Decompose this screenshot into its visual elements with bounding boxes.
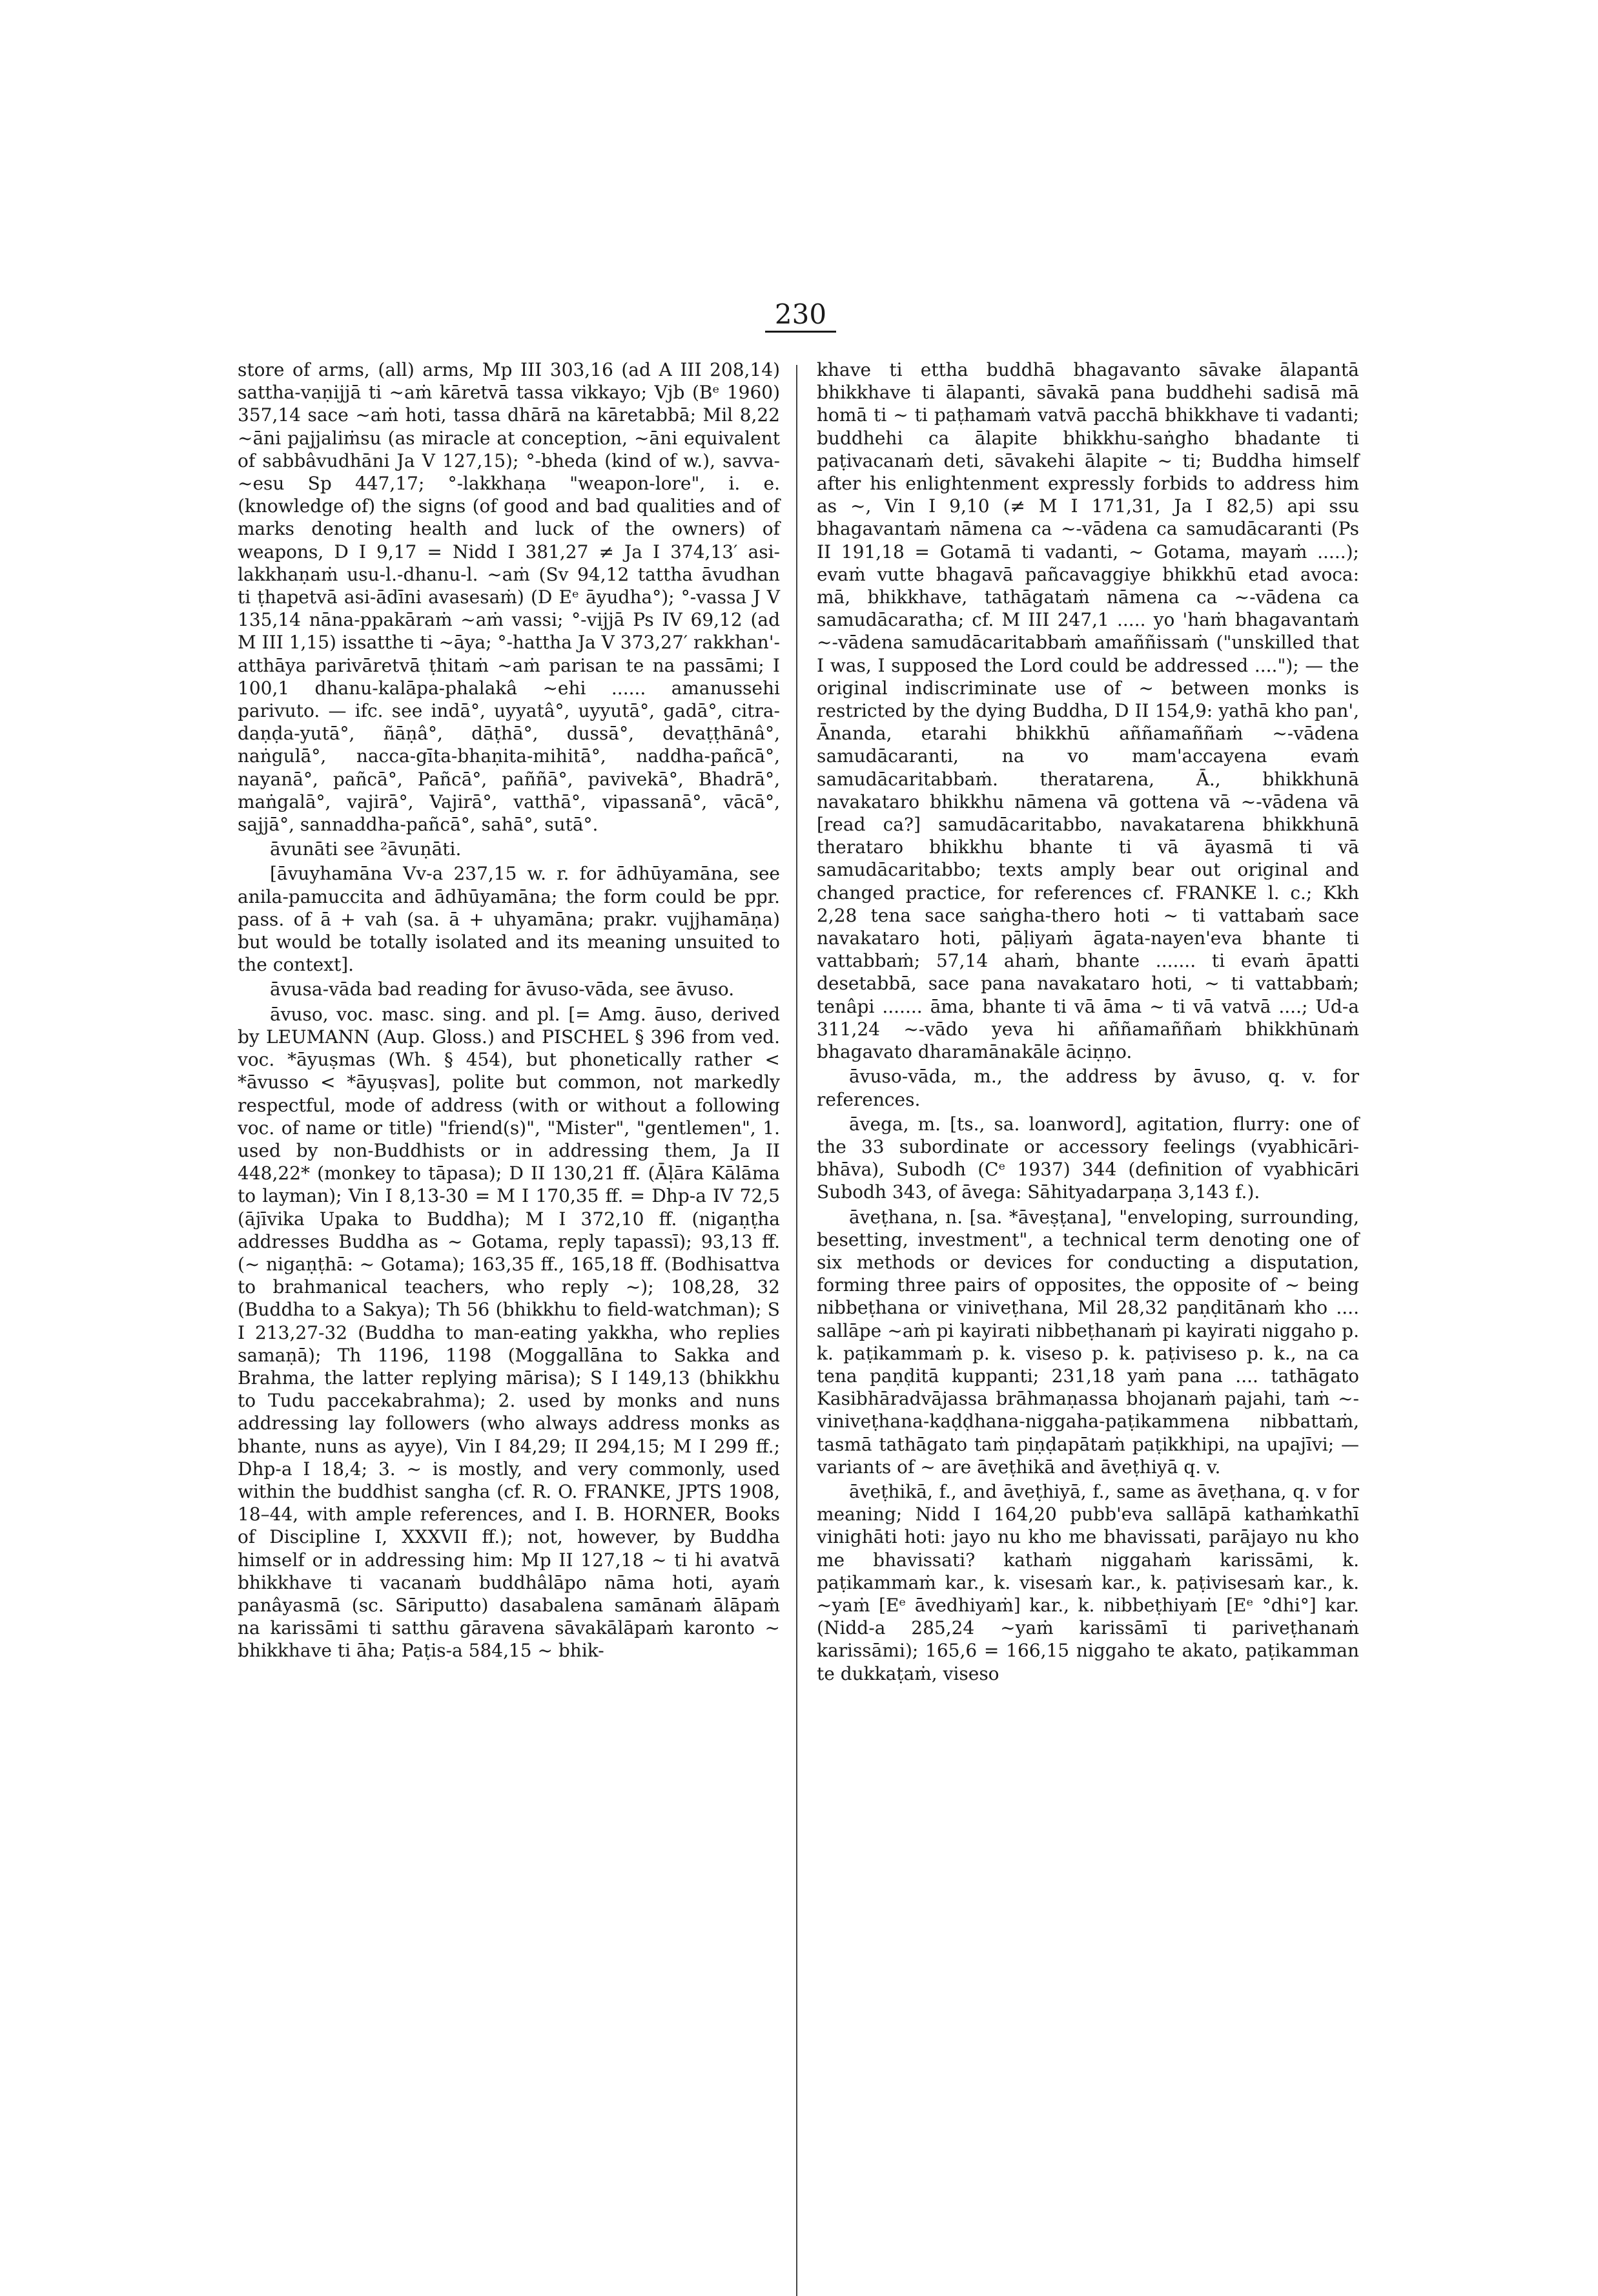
dictionary-entry: āvuso, voc. masc. sing. and pl. [= Amg. āuso, derived by LEUMANN (Aup. Gloss.) and PISCHEL § 396 from ved. voc. *āyuṣmas (Wh. § 454), but phonetically rather < *āvusso < *āyuṣvas], polite but common, not markedly respectful, mode of address (with or without a following voc. of name or title) "friend(s)", "Mister", "gentlemen", 1. used by non-Buddhists or in addressing them, Ja II 448,22* (monkey to tāpasa); D II 130,21 ff. (Āḷāra Kālāma to layman); Vin I 8,13-30 = M I 170,35 ff. = Dhp-a IV 72,5 (ājīvika Upaka to Buddha); M I 372,10 ff. (nigaṇṭha addresses Buddha as ~ Gotama, reply tapassī); 93,13 ff. (~ nigaṇṭhā: ~ Gotama); 163,35 ff., 165,18 ff. (Bodhisattva to brahmanical teachers, who reply ~); 108,28, 32 (Buddha to a Sakya); Th 56 (bhikkhu to field-watchman); S I 213,27-32 (Buddha to man-eating yakkha, who replies samaṇā); Th 1196, 1198 (Moggallāna to Sakka and Brahma, the latter replying mārisa); S I 149,13 (bhikkhu to Tudu paccekabrahma); 2. used by monks and nuns addressing lay followers (who always address monks as bhante, nuns as ayye), Vin I 84,29; II 294,15; M I 299 ff.; Dhp-a I 18,4; 3. ~ is mostly, and very commonly, used within the buddhist sangha (cf. R. O. FRANKE, JPTS 1908, 18–44, with ample references, and I. B. HORNER, Books of Discipline I, XXXVII ff.); not, however, by Buddha himself or in addressing him: Mp II 127,18 ~ ti hi avatvā bhikkhave ti vacanaṁ buddhâlāpo nāma hoti, ayaṁ panâyasmā (sc. Sāriputto) dasabalena samānaṁ ālāpaṁ na karissāmi ti satthu gāravena sāvakālāpaṁ karonto ~ bhikkhave ti āha; Paṭis-a 584,15 ~ bhik- bbox=[238, 1003, 780, 1662]
dictionary-entry: [āvuyhamāna Vv-a 237,15 w. r. for ādhūyamāna, see anila-pamuccita and ādhūyamāna; the form could be ppr. pass. of ā + vah (sa. ā + uhyamāna; prakr. vujjhamāṇa) but would be totally isolated and its meaning unsuited to the context]. bbox=[238, 863, 780, 976]
dictionary-entry: āvuso-vāda, m., the address by āvuso, q. v. for references. bbox=[817, 1066, 1359, 1110]
dictionary-entry: āvega, m. [ts., sa. loanword], agitation, flurry: one of the 33 subordinate or accessory feelings (vyabhicāri-bhāva), Subodh (Cᵉ 1937) 344 (definition of vyabhicāri Subodh 343, of āvega: Sāhityadarpaṇa 3,143 f.). bbox=[817, 1113, 1359, 1203]
right-column bbox=[817, 358, 1359, 1685]
dictionary-entry: āvunāti see ²āvuṇāti. bbox=[270, 838, 462, 860]
dictionary-entry: store of arms, (all) arms, Mp III 303,16 (ad A III 208,14) sattha-vaṇijjā ti ~aṁ kāretvā tassa vikkayo; Vjb (Bᵉ 1960) 357,14 sace ~aṁ hoti, tassa dhārā na kāretabbā; Mil 8,22 ~āni pajjaliṁsu (as miracle at conception, ~āni equivalent of sabbâvudhāni Ja V 127,15); °-bheda (kind of w.), savva-~esu Sp 447,17; °-lakkhaṇa "weapon-lore", i. e. (knowledge of) the signs (of good and bad qualities and of marks denoting health and luck of the owners) of weapons, D I 9,17 = Nidd I 381,27 ≠ Ja I 374,13′ asi-lakkhaṇaṁ usu-l.-dhanu-l. ~aṁ (Sv 94,12 tattha āvudhan ti ṭhapetvā asi-ādīni avasesaṁ) (D Eᵉ āyudha°); °-vassa J V 135,14 nāna-ppakāraṁ ~aṁ vassi; °-vijjā Ps IV 69,12 (ad M III 1,15) issatthe ti ~āya; °-hattha Ja V 373,27′ rakkhan'-atthāya parivāretvā ṭhitaṁ ~aṁ parisan te na passāmi; I 100,1 dhanu-kalāpa-phalakâ ~ehi ...... amanussehi parivuto. — ifc. see indā°, uyyatâ°, uyyutā°, gadā°, citra-daṇḍa-yutā°, ñāṇâ°, dāṭhā°, dussā°, devaṭṭhānâ°, naṅgulā°, nacca-gīta-bhaṇita-mihitā°, naddha-pañcā°, nayanā°, pañcā°, Pañcā°, paññā°, pavivekā°, Bhadrā°, maṅgalā°, vajirā°, Vajirā°, vatthā°, vipassanā°, vācā°, sajjā°, sannaddha-pañcā°, sahā°, sutā°. bbox=[238, 359, 780, 836]
column-divider bbox=[796, 365, 797, 2296]
page-number-rule bbox=[765, 331, 836, 333]
dictionary-entry: āveṭhana, n. [sa. *āveṣṭana], "enveloping, surrounding, besetting, investment", a technical term denoting one of six methods or devices for conducting a disputation, forming three pairs of opposites, the opposite of ~ being nibbeṭhana or viniveṭhana, Mil 28,32 paṇḍitānaṁ kho .... sallāpe ~aṁ pi kayirati nibbeṭhanaṁ pi kayirati niggaho p. k. paṭikammaṁ p. k. viseso p. k. paṭiviseso p. k., na ca tena paṇḍitā kuppanti; 231,18 yaṁ pana .... tathāgato Kasibhāradvājassa brāhmaṇassa bhojanaṁ pajahi, taṁ ~-viniveṭhana-kaḍḍhana-niggaha-paṭikammena nibbattaṁ, tasmā tathāgato taṁ piṇḍapātaṁ paṭikkhipi, na upajīvi; — variants of ~ are āveṭhikā and āveṭhiyā q. v. bbox=[817, 1206, 1359, 1478]
left-column bbox=[238, 358, 780, 1662]
dictionary-entry: āveṭhikā, f., and āveṭhiyā, f., same as āveṭhana, q. v for meaning; Nidd I 164,20 pubb'eva sallāpā kathaṁkathī vinighāti hoti: jayo nu kho me bhavissati, parājayo nu kho me bhavissati? kathaṁ niggahaṁ karissāmi, k. paṭikammaṁ kar., k. visesaṁ kar., k. paṭivisesaṁ kar., k. ~yaṁ [Eᵉ āvedhiyaṁ] kar., k. nibbeṭhiyaṁ [Eᵉ °dhi°] kar. (Nidd-a 285,24 ~yaṁ karissāmī ti pariveṭhanaṁ karissāmi); 165,6 = 166,15 niggaho te akato, paṭikamman te dukkaṭaṁ, viseso bbox=[817, 1480, 1359, 1684]
page-number: 230 bbox=[774, 298, 827, 330]
dictionary-entry: khave ti ettha buddhā bhagavanto sāvake ālapantā bhikkhave ti ālapanti, sāvakā pana buddhehi sadisā mā homā ti ~ ti paṭhamaṁ vatvā pacchā bhikkhave ti vadanti; buddhehi ca ālapite bhikkhu-saṅgho bhadante ti paṭivacanaṁ deti, sāvakehi ālapite ~ ti; Buddha himself after his enlightenment expressly forbids to address him as ~, Vin I 9,10 (≠ M I 171,31, Ja I 82,5) api ssu bhagavantaṁ nāmena ca ~-vādena ca samudācaranti (Ps II 191,18 = Gotamā ti vadanti, ~ Gotama, mayaṁ .....); evaṁ vutte bhagavā pañcavaggiye bhikkhū etad avoca: mā, bhikkhave, tathāgataṁ nāmena ca ~-vādena ca samudācaratha; cf. M III 247,1 ..... yo 'haṁ bhagavantaṁ ~-vādena samudācaritabbaṁ amaññissaṁ ("unskilled that I was, I supposed the Lord could be addressed ...."); — the original indiscriminate use of ~ between monks is restricted by the dying Buddha, D II 154,9: yathā kho pan', Ānanda, etarahi bhikkhū aññamaññaṁ ~-vādena samudācaranti, na vo mam'accayena evaṁ samudācaritabbaṁ. theratarena, Ā., bhikkhunā navakataro bhikkhu nāmena vā gottena vā ~-vādena vā [read ca?] samudācaritabbo, navakatarena bhikkhunā therataro bhikkhu bhante ti vā āyasmā ti vā samudācaritabbo; texts amply bear out original and changed practice, for references cf. FRANKE l. c.; Kkh 2,28 tena sace saṅgha-thero hoti ~ ti vattabaṁ sace navakataro hoti, pāḷiyaṁ āgata-nayen'eva bhante ti vattabbaṁ; 57,14 ahaṁ, bhante ....... ti evaṁ āpatti desetabbā, sace pana navakataro hoti, ~ ti vattabbaṁ; tenâpi ....... āma, bhante ti vā āma ~ ti vā vatvā ....; Ud-a 311,24 ~-vādo yeva hi aññamaññaṁ bhikkhūnaṁ bhagavato dharamānakāle āciṇṇo. bbox=[817, 359, 1359, 1063]
dictionary-entry: āvusa-vāda bad reading for āvuso-vāda, see āvuso. bbox=[270, 978, 735, 1000]
